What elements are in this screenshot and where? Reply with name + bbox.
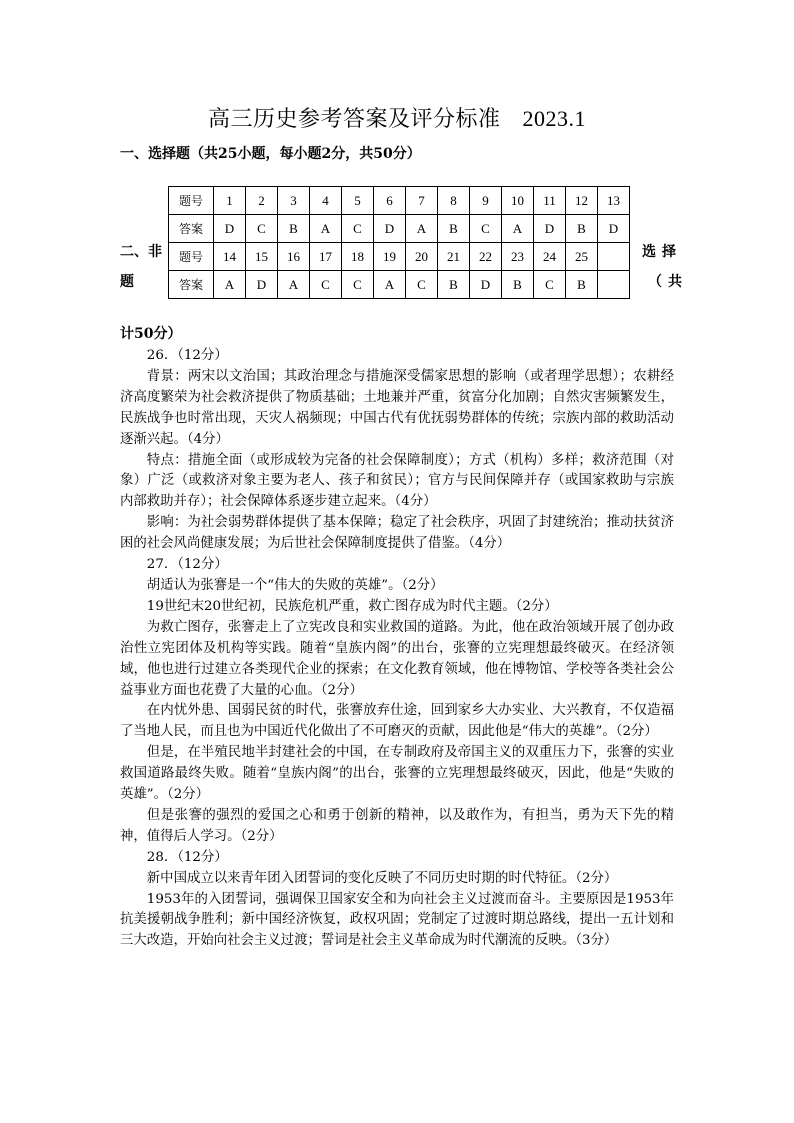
answer-cell: A — [502, 215, 534, 243]
question-number-cell: 9 — [470, 187, 502, 215]
question-number-cell: 24 — [534, 243, 566, 271]
paragraph: 胡适认为张謇是一个“伟大的失败的英雄”。（2分） — [146, 577, 444, 593]
answer-cell: B — [566, 215, 598, 243]
answer-cell: C — [246, 215, 278, 243]
answer-table — [168, 186, 630, 299]
question-number-cell: 19 — [374, 243, 406, 271]
answer-cell: D — [534, 215, 566, 243]
answer-cell: A — [374, 271, 406, 299]
paragraph: 1953年的入团誓词，强调保卫国家安全和为向社会主义过渡而奋斗。主要原因是1953年抗美援朝战争胜利；新中国经济恢复，政权巩固；党制定了过渡时期总路线，提出一五计划和三大改造，开始向社会主义过渡；誓词是社会主义革命成为时代潮流的反映。（3分） — [120, 891, 674, 949]
answer-row — [169, 215, 630, 243]
question-number-cell: 15 — [246, 243, 278, 271]
question-number-cell: 14 — [214, 243, 246, 271]
answer-cell: D — [470, 271, 502, 299]
answer-cell: B — [438, 215, 470, 243]
question-number-cell: 12 — [566, 187, 598, 215]
question-number-cell: 25 — [566, 243, 598, 271]
page-title — [0, 102, 794, 133]
question-number-cell: 17 — [310, 243, 342, 271]
question-number-cell: 5 — [342, 187, 374, 215]
answer-cell: C — [406, 271, 438, 299]
question-number-cell: 7 — [406, 187, 438, 215]
section-1-heading: 一、选择题（共25小题，每小题2分，共50分） — [120, 146, 421, 162]
answer-cell: B — [438, 271, 470, 299]
answer-label: 答案 — [169, 271, 214, 299]
question-number-cell: 18 — [342, 243, 374, 271]
question-number-row — [169, 243, 630, 271]
answer-cell: B — [502, 271, 534, 299]
question-number-cell — [598, 243, 630, 271]
question-number-cell: 16 — [278, 243, 310, 271]
answer-cell: D — [598, 215, 630, 243]
answer-cell: D — [246, 271, 278, 299]
paragraph: 背景：两宋以文治国；其政治理念与措施深受儒家思想的影响（或者理学思想）；农耕经济高度繁荣为社会救济提供了物质基础；土地兼并严重，贫富分化加剧；自然灾害频繁发生，民族战争也时常出现，天灾人祸频现；中国古代有优抚弱势群体的传统；宗族内部的救助活动逐渐兴起。（4分） — [120, 368, 674, 447]
question-number-cell: 3 — [278, 187, 310, 215]
question-number-cell: 2 — [246, 187, 278, 215]
paragraph: 26．（12分） — [146, 348, 228, 363]
question-number-cell: 13 — [598, 187, 630, 215]
answer-cell: A — [310, 215, 342, 243]
answer-cell: A — [406, 215, 438, 243]
question-number-cell: 4 — [310, 187, 342, 215]
answer-cell: C — [534, 271, 566, 299]
question-number-label: 题号 — [169, 187, 214, 215]
paragraph: 在内忧外患、国弱民贫的时代，张謇放弃仕途，回到家乡大办实业、大兴教育，不仅造福了当地人民，而且也为中国近代化做出了不可磨灭的贡献，因此他是“伟大的英雄”。（2分） — [120, 703, 674, 740]
section-2-heading-right-2: （共 — [648, 274, 688, 290]
paragraph: 特点：措施全面（或形成较为完备的社会保障制度）；方式（机构）多样；救济范围（对象）广泛（或救济对象主要为老人、孩子和贫民）；官方与民间保障并存（或国家救助与宗族内部救助并存）；社会保障体系逐步建立起来。（4分） — [120, 452, 674, 510]
section-2-heading-cont: 计50分） — [120, 326, 182, 342]
answer-cell: B — [278, 215, 310, 243]
answer-cell: C — [342, 215, 374, 243]
question-number-cell: 10 — [502, 187, 534, 215]
answer-cell: A — [214, 271, 246, 299]
section-2-heading-left-2: 题 — [120, 274, 134, 290]
question-number-cell: 23 — [502, 243, 534, 271]
paragraph: 为救亡图存，张謇走上了立宪改良和实业救国的道路。为此，他在政治领域开展了创办政治性立宪团体及机构等实践。随着“皇族内阁”的出台，张謇的立宪理想最终破灭。在经济领域，他也进行过建立各类现代企业的探索；在文化教育领域，他在博物馆、学校等各类社会公益事业方面也花费了大量的心血。（2分） — [120, 619, 674, 698]
answer-cell: D — [374, 215, 406, 243]
question-number-cell: 11 — [534, 187, 566, 215]
paragraph: 28．（12分） — [146, 849, 228, 865]
question-number-cell: 22 — [470, 243, 502, 271]
answer-row — [169, 271, 630, 299]
answer-cell: A — [278, 271, 310, 299]
answer-label: 答案 — [169, 215, 214, 243]
title-year: 2023.1 — [522, 106, 586, 131]
question-number-cell: 20 — [406, 243, 438, 271]
paragraph: 27．（12分） — [146, 557, 228, 573]
question-number-label: 题号 — [169, 243, 214, 271]
answer-cell: C — [470, 215, 502, 243]
answer-cell: D — [214, 215, 246, 243]
section-2-heading-right: 选择 — [642, 244, 682, 260]
question-number-row — [169, 187, 630, 215]
paragraph: 影响：为社会弱势群体提供了基本保障；稳定了社会秩序，巩固了封建统治；推动扶贫济困的社会风尚健康发展；为后世社会保障制度提供了借鉴。（4分） — [120, 515, 674, 552]
title-text: 高三历史参考答案及评分标准 — [207, 107, 501, 132]
question-number-cell: 8 — [438, 187, 470, 215]
answer-cell: C — [342, 271, 374, 299]
paragraph: 新中国成立以来青年团入团誓词的变化反映了不同历史时期的时代特征。（2分） — [146, 870, 618, 886]
question-number-cell: 21 — [438, 243, 470, 271]
answer-cell: B — [566, 271, 598, 299]
section-2-heading-left: 二、非 — [120, 244, 162, 260]
answer-body — [120, 346, 674, 952]
answer-cell: C — [310, 271, 342, 299]
paragraph: 但是张謇的强烈的爱国之心和勇于创新的精神，以及敢作为，有担当，勇为天下先的精神，值得后人学习。（2分） — [120, 807, 674, 844]
answer-cell — [598, 271, 630, 299]
question-number-cell: 1 — [214, 187, 246, 215]
question-number-cell: 6 — [374, 187, 406, 215]
paragraph: 但是，在半殖民地半封建社会的中国，在专制政府及帝国主义的双重压力下，张謇的实业救国道路最终失败。随着“皇族内阁”的出台，张謇的立宪理想最终破灭，因此，他是“失败的英雄”。（2分） — [120, 745, 674, 803]
paragraph: 19世纪末20世纪初，民族危机严重，救亡图存成为时代主题。（2分） — [146, 598, 558, 614]
